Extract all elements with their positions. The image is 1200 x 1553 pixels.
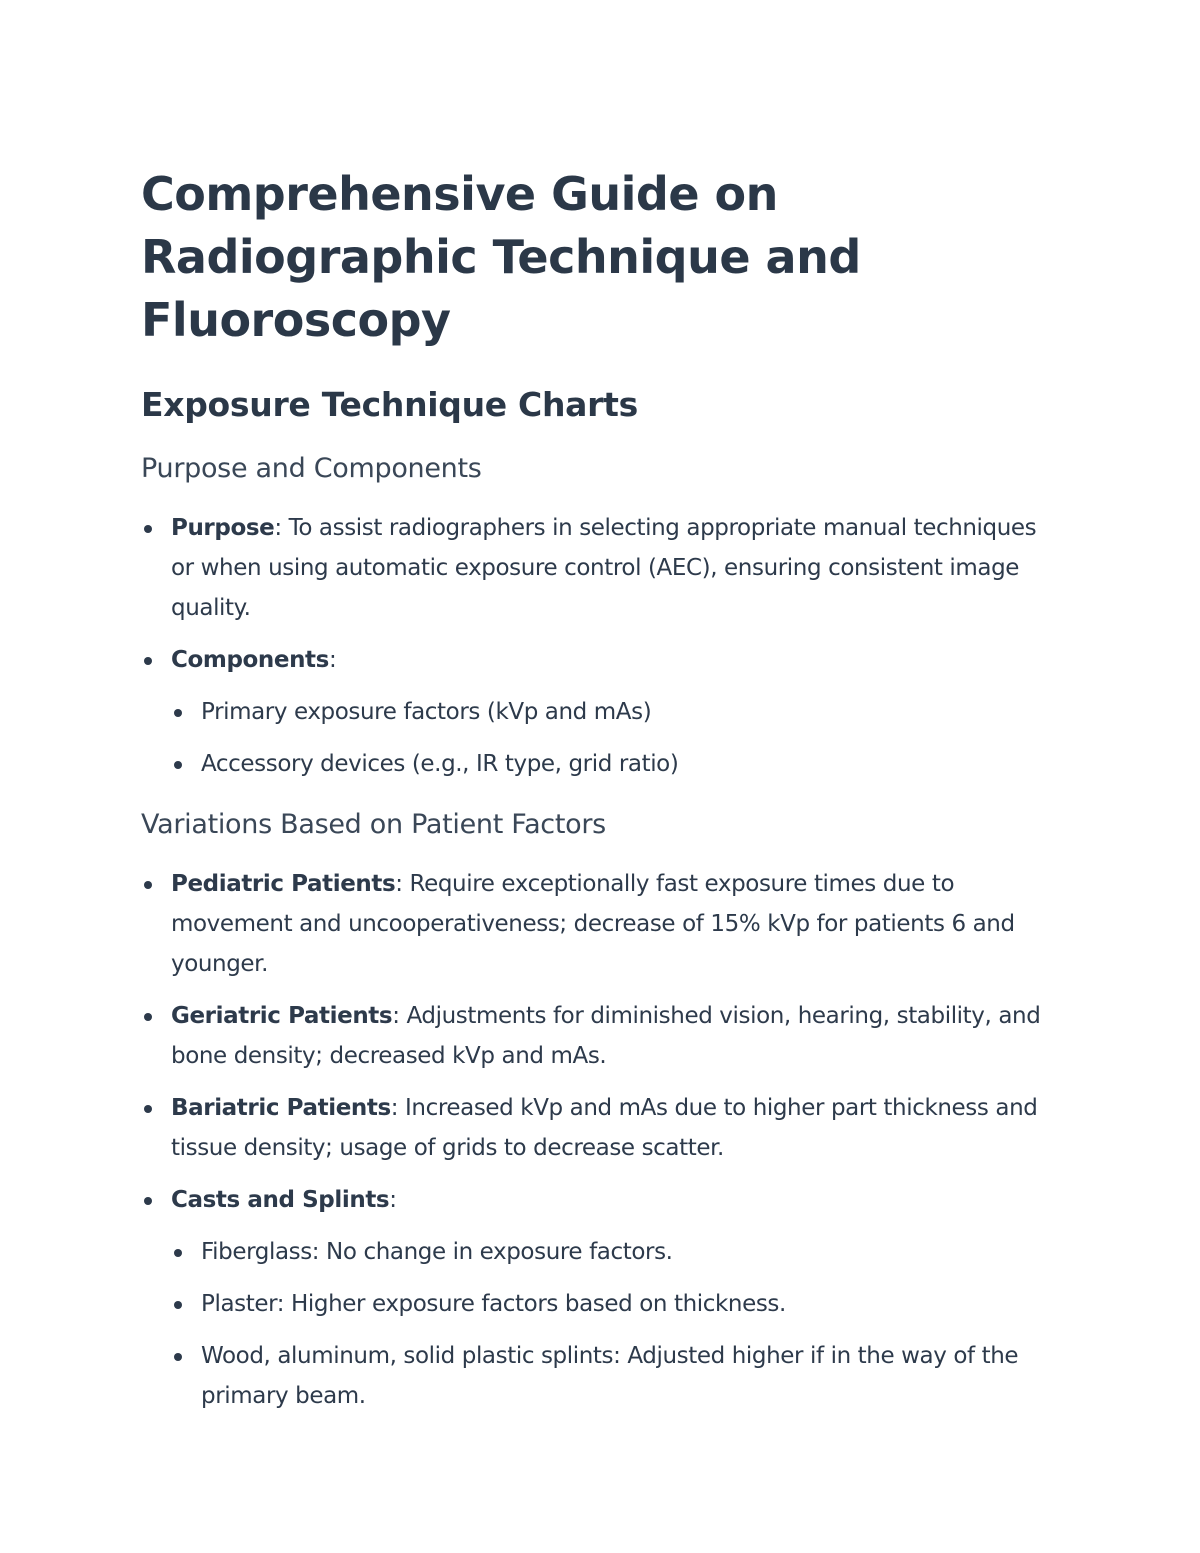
list-item — [141, 1088, 1061, 1168]
subsection-heading: Purpose and Components — [141, 453, 482, 484]
sub-list-item: Wood, aluminum, solid plastic splints: Adjusted higher if in the way of the primary beam. — [171, 1336, 1061, 1416]
document-title: Comprehensive Guide on Radiographic Technique and Fluoroscopy — [141, 167, 861, 347]
item-term: Geriatric Patients — [171, 1003, 393, 1029]
sub-list-item: Accessory devices (e.g., IR type, grid ratio) — [171, 744, 1061, 784]
sub-bullet-list — [171, 692, 1061, 784]
item-term: Purpose — [171, 515, 275, 541]
bullet-list — [141, 508, 1061, 784]
item-term: Bariatric Patients — [171, 1095, 391, 1121]
document-page — [141, 163, 1061, 1416]
item-term: Casts and Splints — [171, 1187, 390, 1213]
item-term: Pediatric Patients — [171, 871, 396, 897]
list-item — [141, 996, 1061, 1076]
bullet-list — [141, 864, 1061, 1416]
sub-bullet-list — [171, 1232, 1061, 1416]
sub-list-item: Fiberglass: No change in exposure factors. — [171, 1232, 1061, 1272]
list-item — [141, 1180, 1061, 1416]
sub-list-item: Plaster: Higher exposure factors based on thickness. — [171, 1284, 1061, 1324]
list-item — [141, 864, 1061, 984]
sub-list-item: Primary exposure factors (kVp and mAs) — [171, 692, 1061, 732]
section-heading: Exposure Technique Charts — [141, 385, 638, 424]
item-text: : — [328, 647, 337, 673]
list-item — [141, 640, 1061, 784]
item-term: Components — [171, 647, 329, 673]
item-text: : Require exceptionally fast exposure times due to movement and uncooperativeness; decrease of 15% kVp for patients 6 and younger. — [171, 871, 1015, 977]
item-text: : — [389, 1187, 397, 1213]
item-text: : Adjustments for diminished vision, hearing, stability, and bone density; decreased kVp and mAs. — [171, 1003, 1041, 1069]
list-item — [141, 508, 1061, 628]
subsection-heading: Variations Based on Patient Factors — [141, 809, 606, 840]
item-text: : Increased kVp and mAs due to higher part thickness and tissue density; usage of grids to decrease scatter. — [171, 1095, 1038, 1161]
item-text: : To assist radiographers in selecting appropriate manual techniques or when using automatic exposure control (AEC), ensuring consistent image quality. — [171, 515, 1037, 621]
